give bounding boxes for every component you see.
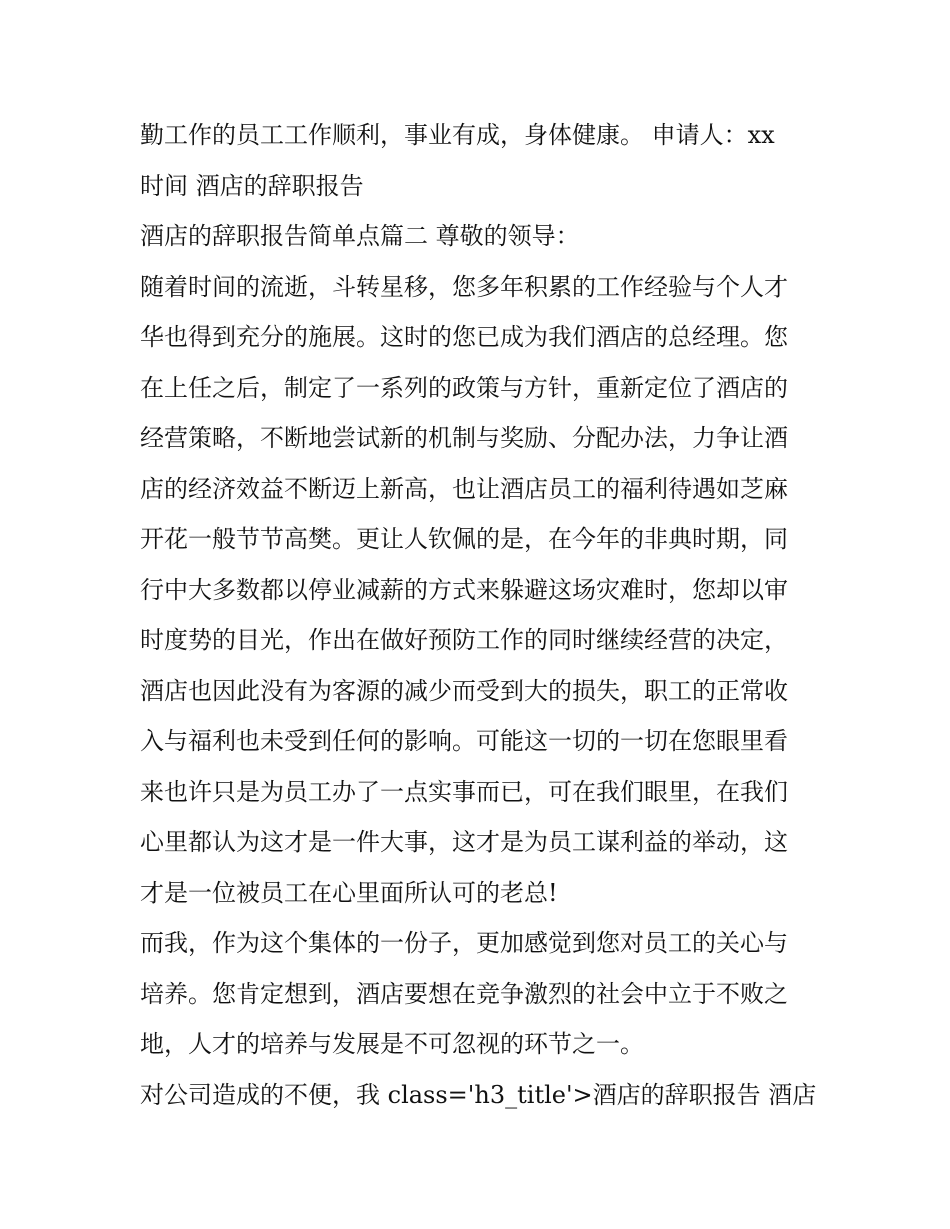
text-line: 才是一位被员工在心里面所认可的老总!: [140, 878, 558, 907]
text-line: 华也得到充分的施展。这时的您已成为我们酒店的总经理。您: [140, 323, 788, 351]
text-line: 而我，作为这个集体的一份子，更加感觉到您对员工的关心与: [140, 929, 788, 957]
text-line: 勤工作的员工工作顺利，事业有成，身体健康。 申请人：xx: [140, 121, 775, 149]
text-line: 来也许只是为员工办了一点实事而已，可在我们眼里，在我们: [140, 777, 788, 806]
text-line: 时间 酒店的辞职报告: [140, 171, 364, 200]
text-line: 开花一般节节高樊。更让人钦佩的是，在今年的非典时期，同: [140, 525, 788, 553]
text-line: 店的经济效益不断迈上新高，也让酒店员工的福利待遇如芝麻: [140, 474, 788, 503]
text-line: 行中大多数都以停业减薪的方式来躲避这场灾难时，您却以审: [140, 575, 788, 604]
text-line: 酒店也因此没有为客源的减少而受到大的损失，职工的正常收: [140, 676, 788, 705]
text-line: 培养。您肯定想到，酒店要想在竞争激烈的社会中立于不败之: [140, 979, 788, 1008]
document-body: [140, 110, 820, 1120]
text-line: 对公司造成的不便，我 class='h3_title'>酒店的辞职报告 酒店: [140, 1080, 817, 1109]
text-line: 入与福利也未受到任何的影响。可能这一切的一切在您眼里看: [140, 727, 788, 755]
text-line: 酒店的辞职报告简单点篇二 尊敬的领导：: [140, 222, 580, 250]
text-line: 地，人才的培养与发展是不可忽视的环节之一。: [140, 1030, 644, 1058]
text-line: 时度势的目光，作出在做好预防工作的同时继续经营的决定，: [140, 626, 788, 654]
text-line: 经营策略，不断地尝试新的机制与奖励、分配办法，力争让酒: [140, 424, 788, 452]
text-line: 在上任之后，制定了一系列的政策与方针，重新定位了酒店的: [140, 373, 788, 402]
text-line: 随着时间的流逝，斗转星移，您多年积累的工作经验与个人才: [140, 272, 788, 301]
text-line: 心里都认为这才是一件大事，这才是为员工谋利益的举动，这: [140, 828, 788, 856]
